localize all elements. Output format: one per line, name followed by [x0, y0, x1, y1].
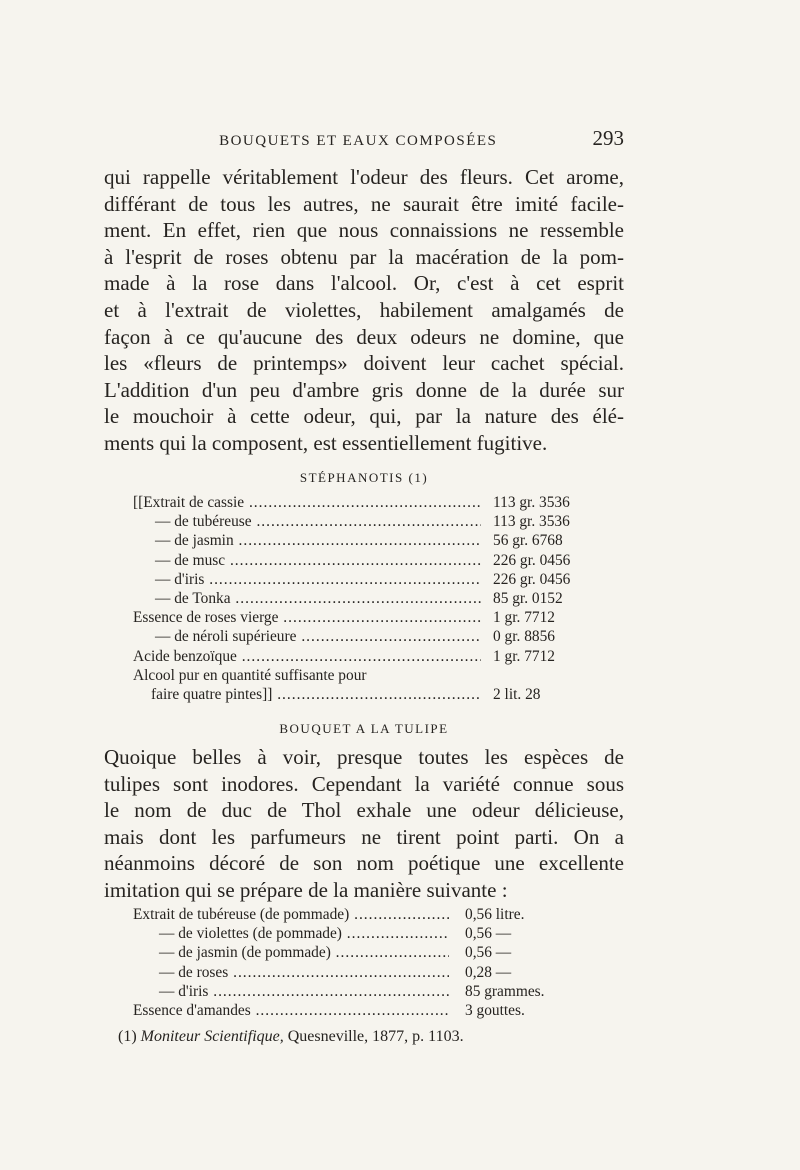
ingredient-label: — de Tonka [155, 589, 231, 607]
ingredient-name: Extrait de tubéreuse (de pommade) ..... [133, 906, 449, 924]
recipe-row [133, 944, 593, 963]
ingredient-label: faire quatre pintes]] [151, 685, 273, 703]
recipe-tulipe [133, 906, 593, 1021]
recipe-stephanotis [133, 494, 593, 705]
ingredient-name [133, 628, 481, 646]
ingredient-name: Essence de roses vierge ..... [133, 609, 481, 627]
recipe-row [133, 628, 593, 647]
recipe-row [133, 532, 593, 551]
ingredient-label: — de jasmin [155, 532, 234, 550]
page-number: 293 [592, 126, 624, 150]
ingredient-name: [[Extrait de cassie ..... [133, 494, 481, 512]
ingredient-name [133, 925, 449, 943]
ingredient-amount: 226 gr. 0456 [493, 570, 571, 588]
section-title-stephanotis: STÉPHANOTIS (1) [299, 470, 429, 485]
text-line: Quoique belles à voir, presque toutes les espèces de [104, 745, 624, 769]
text-line: le nom de duc de Thol exhale une odeur délicieuse, [104, 798, 624, 823]
footnote-reference: Quesneville, 1877, p. 1103. [287, 1028, 464, 1045]
text-line: et à l'extrait de violettes, habilement amalgamés de [104, 297, 624, 322]
footnote-marker: (1) [118, 1028, 137, 1045]
recipe-row [133, 648, 593, 667]
ingredient-label: — de tubéreuse [155, 513, 252, 531]
paragraph-tulipe [104, 744, 624, 904]
ingredient-name [133, 944, 449, 962]
ingredient-name [133, 590, 481, 608]
ingredient-amount: 1 gr. 7712 [493, 609, 555, 627]
ingredient-amount: 0,56 — [465, 944, 512, 962]
ingredient-amount: 2 lit. 28 [493, 685, 541, 703]
text-line: néanmoins décoré de son nom poétique une excellente [104, 851, 624, 876]
ingredient-name [133, 964, 449, 982]
ingredient-name: Acide benzoïque ..... [133, 648, 481, 666]
recipe-row [133, 590, 593, 609]
text-line: les «fleurs de printemps» doivent leur cachet spécial. [104, 351, 624, 376]
recipe-row [133, 494, 593, 513]
ingredient-amount: 0,28 — [465, 963, 512, 981]
recipe-row [133, 571, 593, 590]
ingredient-amount: 1 gr. 7712 [493, 647, 555, 665]
recipe-row [133, 1002, 593, 1021]
text-line: imitation qui se prépare de la manière suivante : [104, 877, 508, 902]
text-line: à l'esprit de roses obtenu par la macération de la pom- [104, 244, 624, 269]
text-line: qui rappelle véritablement l'odeur des fleurs. Cet arome, [104, 165, 624, 189]
ingredient-amount: 113 gr. 3536 [493, 513, 570, 531]
text-line: made à la rose dans l'alcool. Or, c'est à cet esprit [104, 271, 624, 296]
running-title: BOUQUETS ET EAUX COMPOSÉES [219, 133, 498, 149]
section-title-tulipe: BOUQUET A LA TULIPE [279, 721, 449, 736]
ingredient-name [133, 552, 481, 570]
recipe-row [133, 686, 593, 705]
text-line: tulipes sont inodores. Cependant la variété connue sous [104, 771, 624, 796]
ingredient-name [133, 983, 449, 1001]
recipe-row [133, 925, 593, 944]
ingredient-amount: 56 gr. 6768 [493, 532, 563, 550]
text-line: ments qui la composent, est essentiellement fugitive. [104, 430, 548, 455]
footnote-journal: Moniteur Scientifique, [140, 1028, 284, 1045]
text-line: ment. En effet, rien que nous connaissions ne ressemble [104, 218, 624, 243]
ingredient-label: — de jasmin (de pommade) [159, 944, 331, 962]
text-line: différant de tous les autres, ne saurait être imité facile- [104, 191, 624, 216]
recipe-row [133, 513, 593, 532]
text-line: mais dont les parfumeurs ne tirent point parti. On a [104, 824, 624, 849]
ingredient-label: — de musc [155, 551, 226, 569]
text-line: le mouchoir à cette odeur, qui, par la nature des élé- [104, 404, 624, 429]
ingredient-name: Alcool pur en quantité suffisante pour [133, 666, 367, 684]
ingredient-amount: 0,56 — [465, 925, 512, 943]
ingredient-amount: 3 gouttes. [465, 1001, 525, 1019]
text-line: L'addition d'un peu d'ambre gris donne de la durée sur [104, 377, 624, 402]
paragraph-fleurs-de-printemps [104, 164, 624, 457]
ingredient-label: — d'iris [159, 982, 209, 1000]
ingredient-label: — d'iris [155, 570, 205, 588]
recipe-row [133, 964, 593, 983]
ingredient-amount: 85 grammes. [465, 982, 545, 1000]
page-header [104, 126, 624, 151]
ingredient-amount: 85 gr. 0152 [493, 589, 563, 607]
ingredient-label: — de violettes (de pommade) [159, 925, 342, 943]
ingredient-name [133, 686, 481, 704]
ingredient-name [133, 532, 481, 550]
recipe-row [133, 552, 593, 571]
ingredient-amount: 113 gr. 3536 [493, 494, 570, 511]
ingredient-name [133, 571, 481, 589]
ingredient-label: — de roses [159, 963, 229, 981]
ingredient-label: — de néroli supérieure [155, 628, 297, 646]
ingredient-amount: 226 gr. 0456 [493, 551, 571, 569]
text-line: façon à ce qu'aucune des deux odeurs ne domine, que [104, 324, 624, 349]
recipe-row [133, 609, 593, 628]
ingredient-name: Essence d'amandes ..... [133, 1002, 449, 1020]
recipe-row [133, 906, 593, 925]
ingredient-amount: 0 gr. 8856 [493, 628, 555, 646]
recipe-row [133, 983, 593, 1002]
ingredient-name [133, 513, 481, 531]
recipe-row [133, 667, 593, 686]
ingredient-amount: 0,56 litre. [465, 906, 525, 923]
footnote [118, 1028, 618, 1046]
